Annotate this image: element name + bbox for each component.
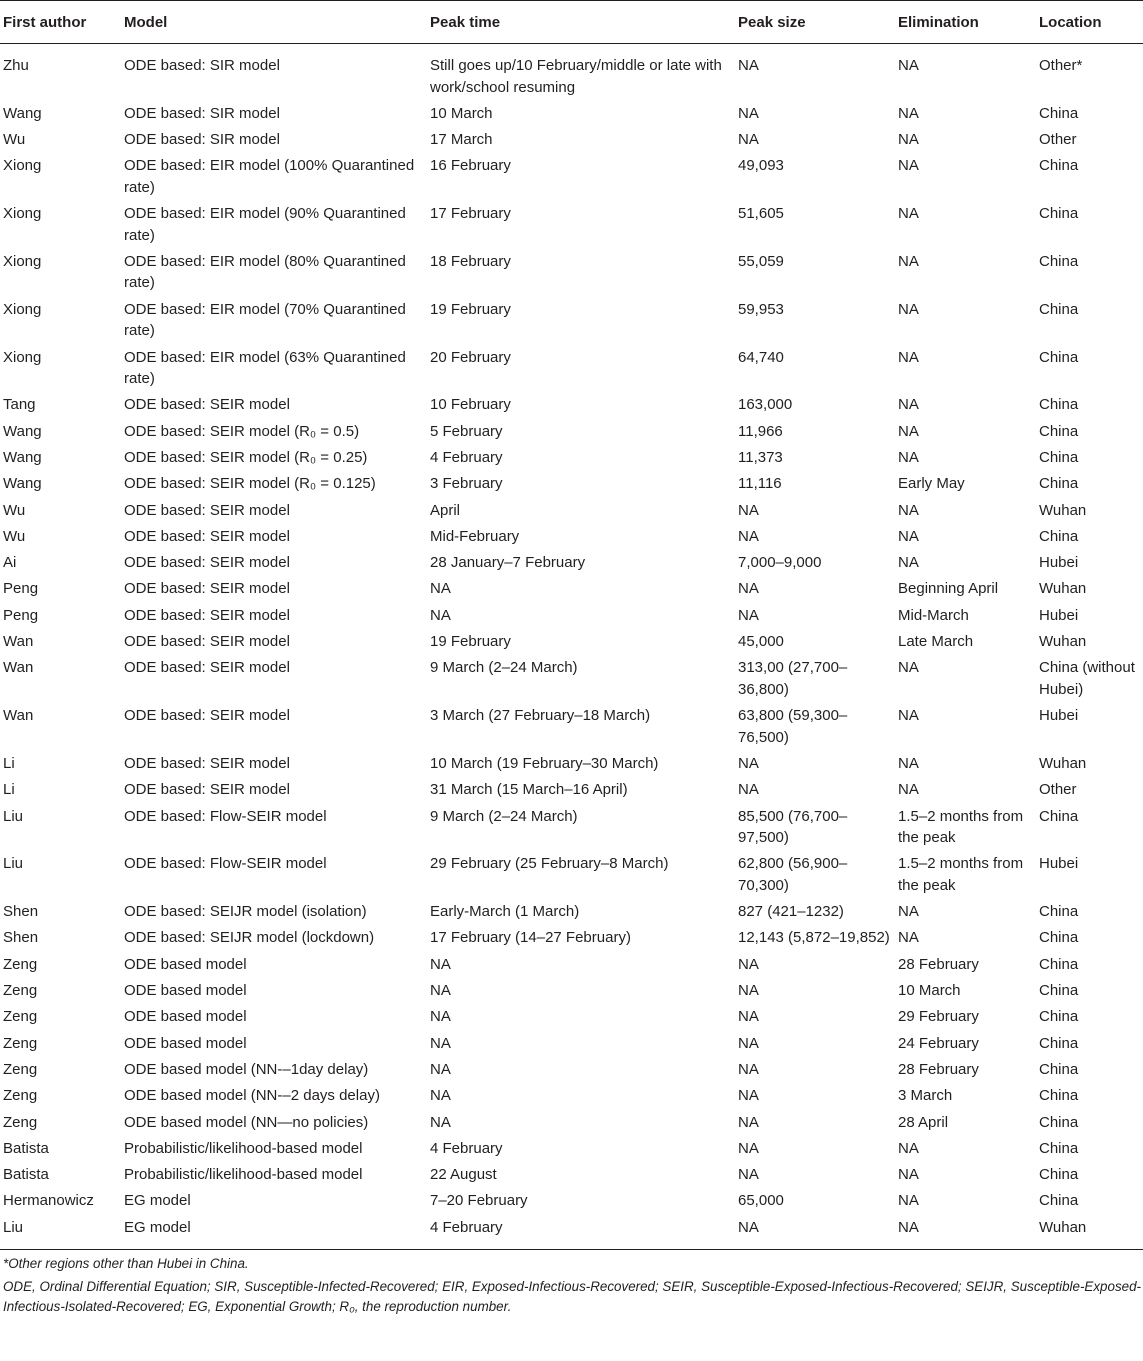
location-cell: China xyxy=(1039,157,1079,175)
header-row xyxy=(0,1,1143,44)
peak-size-cell: 65,000 xyxy=(738,1192,784,1210)
location-cell: China xyxy=(1039,1192,1079,1210)
table-row xyxy=(0,777,1143,803)
first-author-cell: Ai xyxy=(3,554,17,572)
elimination-cell: NA xyxy=(898,1139,919,1157)
elimination-cell: NA xyxy=(898,348,919,366)
location-cell: Hubei xyxy=(1039,707,1079,725)
peak-time-cell: Mid-February xyxy=(430,527,520,545)
peak-time-cell: 16 February xyxy=(430,157,511,175)
first-author-cell: Peng xyxy=(3,580,39,598)
table-row xyxy=(0,201,1143,249)
table-row xyxy=(0,952,1143,978)
model-cell: ODE based: Flow-SEIR model xyxy=(124,855,327,873)
location-cell: China xyxy=(1039,348,1079,366)
peak-time-cell: NA xyxy=(430,982,451,1000)
table-row xyxy=(0,629,1143,655)
model-cell: ODE based: SEIR model (R₀ = 0.5) xyxy=(124,422,360,440)
model-cell: ODE based: SEIR model xyxy=(124,659,290,677)
peak-time-cell: NA xyxy=(430,580,451,598)
first-author-cell: Wang xyxy=(3,104,42,122)
model-cell: Probabilistic/likelihood-based model xyxy=(124,1166,363,1184)
elimination-cell: NA xyxy=(898,527,919,545)
location-cell: China xyxy=(1039,903,1079,921)
first-author-cell: Zhu xyxy=(3,57,29,74)
model-cell: ODE based: SEIR model xyxy=(124,781,290,799)
peak-size-cell: NA xyxy=(738,580,759,598)
model-cell: ODE based: SEIJR model (isolation) xyxy=(124,903,367,921)
location-cell: China xyxy=(1039,1166,1079,1184)
elimination-cell: NA xyxy=(898,396,919,414)
elimination-cell: NA xyxy=(898,422,919,440)
table-row xyxy=(0,524,1143,550)
column-header-elimination: Elimination xyxy=(898,14,979,31)
first-author-cell: Peng xyxy=(3,606,39,624)
table-row xyxy=(0,703,1143,751)
elimination-cell: 3 March xyxy=(898,1087,953,1105)
peak-size-cell: 59,953 xyxy=(738,300,784,318)
first-author-cell: Xiong xyxy=(3,252,42,270)
elimination-cell: NA xyxy=(898,448,919,466)
location-cell: China xyxy=(1039,104,1079,122)
peak-size-cell: 55,059 xyxy=(738,252,784,270)
model-cell: ODE based: SEIR model xyxy=(124,554,290,572)
table-row xyxy=(0,127,1143,153)
model-cell: ODE based model xyxy=(124,1034,247,1052)
first-author-cell: Shen xyxy=(3,929,39,947)
table-row xyxy=(0,603,1143,629)
location-cell: China xyxy=(1039,205,1079,223)
peak-time-cell: Still goes up/10 February/middle or late with work/school resuming xyxy=(430,57,722,96)
first-author-cell: Zeng xyxy=(3,1034,38,1052)
peak-time-cell: Early-March (1 March) xyxy=(430,903,580,921)
table-row xyxy=(0,550,1143,576)
model-cell: ODE based: SEIR model xyxy=(124,606,290,624)
table-row xyxy=(0,1057,1143,1083)
table-row xyxy=(0,498,1143,524)
peak-time-cell: 20 February xyxy=(430,348,511,366)
elimination-cell: NA xyxy=(898,554,919,572)
model-cell: ODE based: SEIR model xyxy=(124,707,290,725)
peak-size-cell: 313,00 (27,700–36,800) xyxy=(738,659,848,698)
peak-time-cell: 10 March xyxy=(430,104,493,122)
elimination-cell: NA xyxy=(898,57,919,74)
elimination-cell: NA xyxy=(898,157,919,175)
table-row xyxy=(0,925,1143,951)
location-cell: China xyxy=(1039,527,1079,545)
peak-size-cell: NA xyxy=(738,1139,759,1157)
peak-size-cell: NA xyxy=(738,1166,759,1184)
model-cell: ODE based model (NN-–2 days delay) xyxy=(124,1087,380,1105)
first-author-cell: Wu xyxy=(3,131,26,149)
peak-time-cell: 9 March (2–24 March) xyxy=(430,807,578,825)
first-author-cell: Tang xyxy=(3,396,36,414)
peak-size-cell: 63,800 (59,300–76,500) xyxy=(738,707,848,746)
location-cell: Other xyxy=(1039,131,1077,149)
first-author-cell: Wang xyxy=(3,475,42,493)
peak-time-cell: 19 February xyxy=(430,633,511,651)
peak-size-cell: NA xyxy=(738,1060,759,1078)
elimination-cell: 1.5–2 months from the peak xyxy=(898,855,1024,894)
model-cell: ODE based model xyxy=(124,1008,247,1026)
location-cell: Wuhan xyxy=(1039,1218,1087,1236)
elimination-cell: NA xyxy=(898,903,919,921)
location-cell: China xyxy=(1039,929,1079,947)
table-row xyxy=(0,471,1143,497)
location-cell: Wuhan xyxy=(1039,580,1087,598)
first-author-cell: Wu xyxy=(3,527,26,545)
model-cell: ODE based: SEIR model xyxy=(124,633,290,651)
peak-size-cell: NA xyxy=(738,131,759,149)
elimination-cell: NA xyxy=(898,1166,919,1184)
location-cell: China xyxy=(1039,475,1079,493)
first-author-cell: Li xyxy=(3,781,15,799)
table-row xyxy=(0,576,1143,602)
peak-size-cell: NA xyxy=(738,1008,759,1026)
peak-size-cell: NA xyxy=(738,1087,759,1105)
location-cell: China xyxy=(1039,1034,1079,1052)
peak-time-cell: 4 February xyxy=(430,1139,503,1157)
column-header-model: Model xyxy=(124,14,168,31)
peak-size-cell: NA xyxy=(738,982,759,1000)
model-cell: ODE based: EIR model (100% Quarantined rate) xyxy=(124,157,415,196)
table-row xyxy=(0,101,1143,127)
model-cell: ODE based: Flow-SEIR model xyxy=(124,807,327,825)
elimination-cell: 28 February xyxy=(898,1060,979,1078)
peak-size-cell: 11,116 xyxy=(738,475,782,493)
table-row xyxy=(0,297,1143,345)
model-cell: ODE based: SEIR model xyxy=(124,501,290,519)
location-cell: China (without Hubei) xyxy=(1039,659,1135,698)
first-author-cell: Zeng xyxy=(3,1087,38,1105)
peak-size-cell: 7,000–9,000 xyxy=(738,554,822,572)
model-cell: ODE based: SEIR model (R₀ = 0.25) xyxy=(124,448,368,466)
table-row xyxy=(0,899,1143,925)
elimination-cell: 29 February xyxy=(898,1008,979,1026)
peak-size-cell: 85,500 (76,700–97,500) xyxy=(738,807,848,847)
first-author-cell: Zeng xyxy=(3,1060,38,1078)
model-cell: ODE based: SIR model xyxy=(124,104,280,122)
first-author-cell: Batista xyxy=(3,1166,49,1184)
table-footnote: *Other regions other than Hubei in China. xyxy=(3,1256,249,1272)
table-row xyxy=(0,804,1143,852)
first-author-cell: Shen xyxy=(3,903,39,921)
elimination-cell: 10 March xyxy=(898,982,961,1000)
table-row xyxy=(0,153,1143,201)
location-cell: China xyxy=(1039,1060,1079,1078)
peak-time-cell: NA xyxy=(430,1060,451,1078)
peak-size-cell: 49,093 xyxy=(738,157,784,175)
elimination-cell: NA xyxy=(898,501,919,519)
model-cell: ODE based: EIR model (80% Quarantined rate) xyxy=(124,252,406,292)
peak-time-cell: 4 February xyxy=(430,448,503,466)
elimination-cell: 28 February xyxy=(898,955,979,973)
first-author-cell: Wu xyxy=(3,501,26,519)
table-row xyxy=(0,1136,1143,1162)
peak-size-cell: NA xyxy=(738,754,759,772)
table-row xyxy=(0,345,1143,393)
table-row xyxy=(0,1031,1143,1057)
peak-time-cell: April xyxy=(430,501,461,519)
first-author-cell: Xiong xyxy=(3,205,42,223)
elimination-cell: NA xyxy=(898,131,919,149)
elimination-cell: NA xyxy=(898,754,919,772)
location-cell: China xyxy=(1039,396,1079,414)
elimination-cell: NA xyxy=(898,707,919,725)
location-cell: Hubei xyxy=(1039,554,1079,572)
location-cell: China xyxy=(1039,1113,1079,1131)
table-row xyxy=(0,1215,1143,1250)
first-author-cell: Liu xyxy=(3,1218,24,1236)
peak-size-cell: 163,000 xyxy=(738,396,793,414)
location-cell: China xyxy=(1039,422,1079,440)
peak-size-cell: 64,740 xyxy=(738,348,784,366)
elimination-cell: Late March xyxy=(898,633,974,651)
first-author-cell: Hermanowicz xyxy=(3,1192,94,1210)
peak-size-cell: 11,966 xyxy=(738,422,783,440)
column-header-peak-time: Peak time xyxy=(430,14,501,31)
location-cell: China xyxy=(1039,982,1079,1000)
table-row xyxy=(0,249,1143,297)
peak-size-cell: NA xyxy=(738,781,759,799)
location-cell: Other xyxy=(1039,781,1077,799)
column-header-first-author: First author xyxy=(3,14,87,31)
first-author-cell: Li xyxy=(3,754,15,772)
table-row xyxy=(0,1110,1143,1136)
first-author-cell: Liu xyxy=(3,807,24,825)
table-row xyxy=(0,1188,1143,1214)
elimination-cell: NA xyxy=(898,1192,919,1210)
peak-size-cell: 11,373 xyxy=(738,448,783,466)
peak-time-cell: 17 March xyxy=(430,131,493,149)
peak-time-cell: NA xyxy=(430,1008,451,1026)
peak-time-cell: 22 August xyxy=(430,1166,497,1184)
peak-time-cell: 18 February xyxy=(430,252,511,270)
peak-time-cell: 3 March (27 February–18 March) xyxy=(430,707,651,725)
model-cell: ODE based: SEIR model xyxy=(124,527,290,545)
table-row xyxy=(0,44,1143,101)
first-author-cell: Xiong xyxy=(3,300,42,318)
first-author-cell: Xiong xyxy=(3,348,42,366)
location-cell: Wuhan xyxy=(1039,754,1087,772)
elimination-cell: Early May xyxy=(898,475,965,493)
location-cell: Wuhan xyxy=(1039,633,1087,651)
elimination-cell: Beginning April xyxy=(898,580,999,598)
elimination-cell: 24 February xyxy=(898,1034,979,1052)
model-cell: EG model xyxy=(124,1192,191,1210)
elimination-cell: NA xyxy=(898,300,919,318)
model-cell: Probabilistic/likelihood-based model xyxy=(124,1139,363,1157)
peak-time-cell: 29 February (25 February–8 March) xyxy=(430,855,669,873)
first-author-cell: Zeng xyxy=(3,1113,38,1131)
peak-time-cell: 4 February xyxy=(430,1218,503,1236)
location-cell: Hubei xyxy=(1039,855,1079,873)
elimination-cell: NA xyxy=(898,104,919,122)
location-cell: Wuhan xyxy=(1039,501,1087,519)
peak-size-cell: NA xyxy=(738,501,759,519)
location-cell: China xyxy=(1039,1087,1079,1105)
first-author-cell: Liu xyxy=(3,855,24,873)
table-row xyxy=(0,978,1143,1004)
first-author-cell: Zeng xyxy=(3,982,38,1000)
location-cell: China xyxy=(1039,448,1079,466)
model-cell: ODE based: SEIJR model (lockdown) xyxy=(124,929,375,947)
peak-time-cell: 9 March (2–24 March) xyxy=(430,659,578,677)
first-author-cell: Xiong xyxy=(3,157,42,175)
first-author-cell: Wang xyxy=(3,422,42,440)
elimination-cell: NA xyxy=(898,781,919,799)
first-author-cell: Wan xyxy=(3,633,34,651)
peak-size-cell: NA xyxy=(738,606,759,624)
peak-time-cell: 17 February xyxy=(430,205,511,223)
table-row xyxy=(0,1162,1143,1188)
location-cell: Other* xyxy=(1039,57,1083,74)
location-cell: China xyxy=(1039,955,1079,973)
table-header xyxy=(0,1,1143,44)
peak-time-cell: 5 February xyxy=(430,422,503,440)
location-cell: China xyxy=(1039,1008,1079,1026)
model-cell: ODE based: SIR model xyxy=(124,57,280,74)
elimination-cell: NA xyxy=(898,1218,919,1236)
peak-time-cell: 10 March (19 February–30 March) xyxy=(430,754,659,772)
peak-time-cell: 28 January–7 February xyxy=(430,554,586,572)
first-author-cell: Zeng xyxy=(3,955,38,973)
model-cell: ODE based: EIR model (63% Quarantined rate) xyxy=(124,348,406,388)
peak-size-cell: NA xyxy=(738,527,759,545)
model-cell: ODE based model xyxy=(124,982,247,1000)
elimination-cell: NA xyxy=(898,205,919,223)
peak-time-cell: NA xyxy=(430,606,451,624)
model-cell: ODE based model xyxy=(124,955,247,973)
peak-size-cell: NA xyxy=(738,104,759,122)
location-cell: China xyxy=(1039,300,1079,318)
elimination-cell: 28 April xyxy=(898,1113,949,1131)
location-cell: China xyxy=(1039,252,1079,270)
table-body xyxy=(0,44,1143,1250)
location-cell: China xyxy=(1039,1139,1079,1157)
peak-time-cell: 3 February xyxy=(430,475,503,493)
model-cell: ODE based model (NN-–1day delay) xyxy=(124,1060,369,1078)
peak-size-cell: NA xyxy=(738,1113,759,1131)
table-row xyxy=(0,851,1143,899)
peak-size-cell: NA xyxy=(738,1218,759,1236)
model-cell: ODE based: SEIR model xyxy=(124,754,290,772)
peak-time-cell: 7–20 February xyxy=(430,1192,528,1210)
peak-size-cell: NA xyxy=(738,57,759,74)
column-header-location: Location xyxy=(1039,14,1102,31)
peak-size-cell: 51,605 xyxy=(738,205,784,223)
elimination-cell: NA xyxy=(898,659,919,677)
elimination-cell: Mid-March xyxy=(898,606,969,624)
peak-time-cell: NA xyxy=(430,1113,451,1131)
peak-size-cell: NA xyxy=(738,955,759,973)
table-row xyxy=(0,419,1143,445)
table-row xyxy=(0,1004,1143,1030)
location-cell: China xyxy=(1039,807,1079,825)
abbreviations-note: ODE, Ordinal Differential Equation; SIR, Susceptible-Infected-Recovered; EIR, Exposed-Infectious-Recovered; SEIR, Susceptible-Exposed-Infectious-Recovered; SEIJR, Susceptible-Exposed-Infectious-Isolated-Recovered; EG, Exponential Growth; R₀, the reproduction number. xyxy=(3,1279,1142,1315)
table-row xyxy=(0,655,1143,703)
peak-size-cell: 827 (421–1232) xyxy=(738,903,844,921)
elimination-cell: 1.5–2 months from the peak xyxy=(898,807,1024,847)
peak-time-cell: NA xyxy=(430,1034,451,1052)
peak-size-cell: 45,000 xyxy=(738,633,784,651)
model-cell: ODE based: SEIR model xyxy=(124,396,290,414)
model-cell: ODE based: EIR model (90% Quarantined rate) xyxy=(124,205,406,244)
location-cell: Hubei xyxy=(1039,606,1079,624)
peak-time-cell: 10 February xyxy=(430,396,511,414)
first-author-cell: Batista xyxy=(3,1139,49,1157)
peak-time-cell: 31 March (15 March–16 April) xyxy=(430,781,628,799)
table-row xyxy=(0,751,1143,777)
table-row xyxy=(0,1083,1143,1109)
first-author-cell: Wang xyxy=(3,448,42,466)
model-cell: ODE based: SEIR model xyxy=(124,580,290,598)
peak-size-cell: 62,800 (56,900–70,300) xyxy=(738,855,848,894)
model-cell: ODE based: SEIR model (R₀ = 0.125) xyxy=(124,475,376,493)
peak-time-cell: 19 February xyxy=(430,300,511,318)
peak-size-cell: 12,143 (5,872–19,852) xyxy=(738,929,890,947)
elimination-cell: NA xyxy=(898,929,919,947)
column-header-peak-size: Peak size xyxy=(738,14,806,31)
model-cell: ODE based: SIR model xyxy=(124,131,280,149)
table-row xyxy=(0,445,1143,471)
first-author-cell: Wan xyxy=(3,707,34,725)
peak-time-cell: NA xyxy=(430,955,451,973)
model-cell: ODE based model (NN—no policies) xyxy=(124,1113,369,1131)
peak-size-cell: NA xyxy=(738,1034,759,1052)
peak-time-cell: NA xyxy=(430,1087,451,1105)
peak-time-cell: 17 February (14–27 February) xyxy=(430,929,631,947)
table-row xyxy=(0,392,1143,418)
first-author-cell: Zeng xyxy=(3,1008,38,1026)
model-cell: EG model xyxy=(124,1218,191,1236)
model-cell: ODE based: EIR model (70% Quarantined rate) xyxy=(124,300,406,340)
first-author-cell: Wan xyxy=(3,659,34,677)
elimination-cell: NA xyxy=(898,252,919,270)
